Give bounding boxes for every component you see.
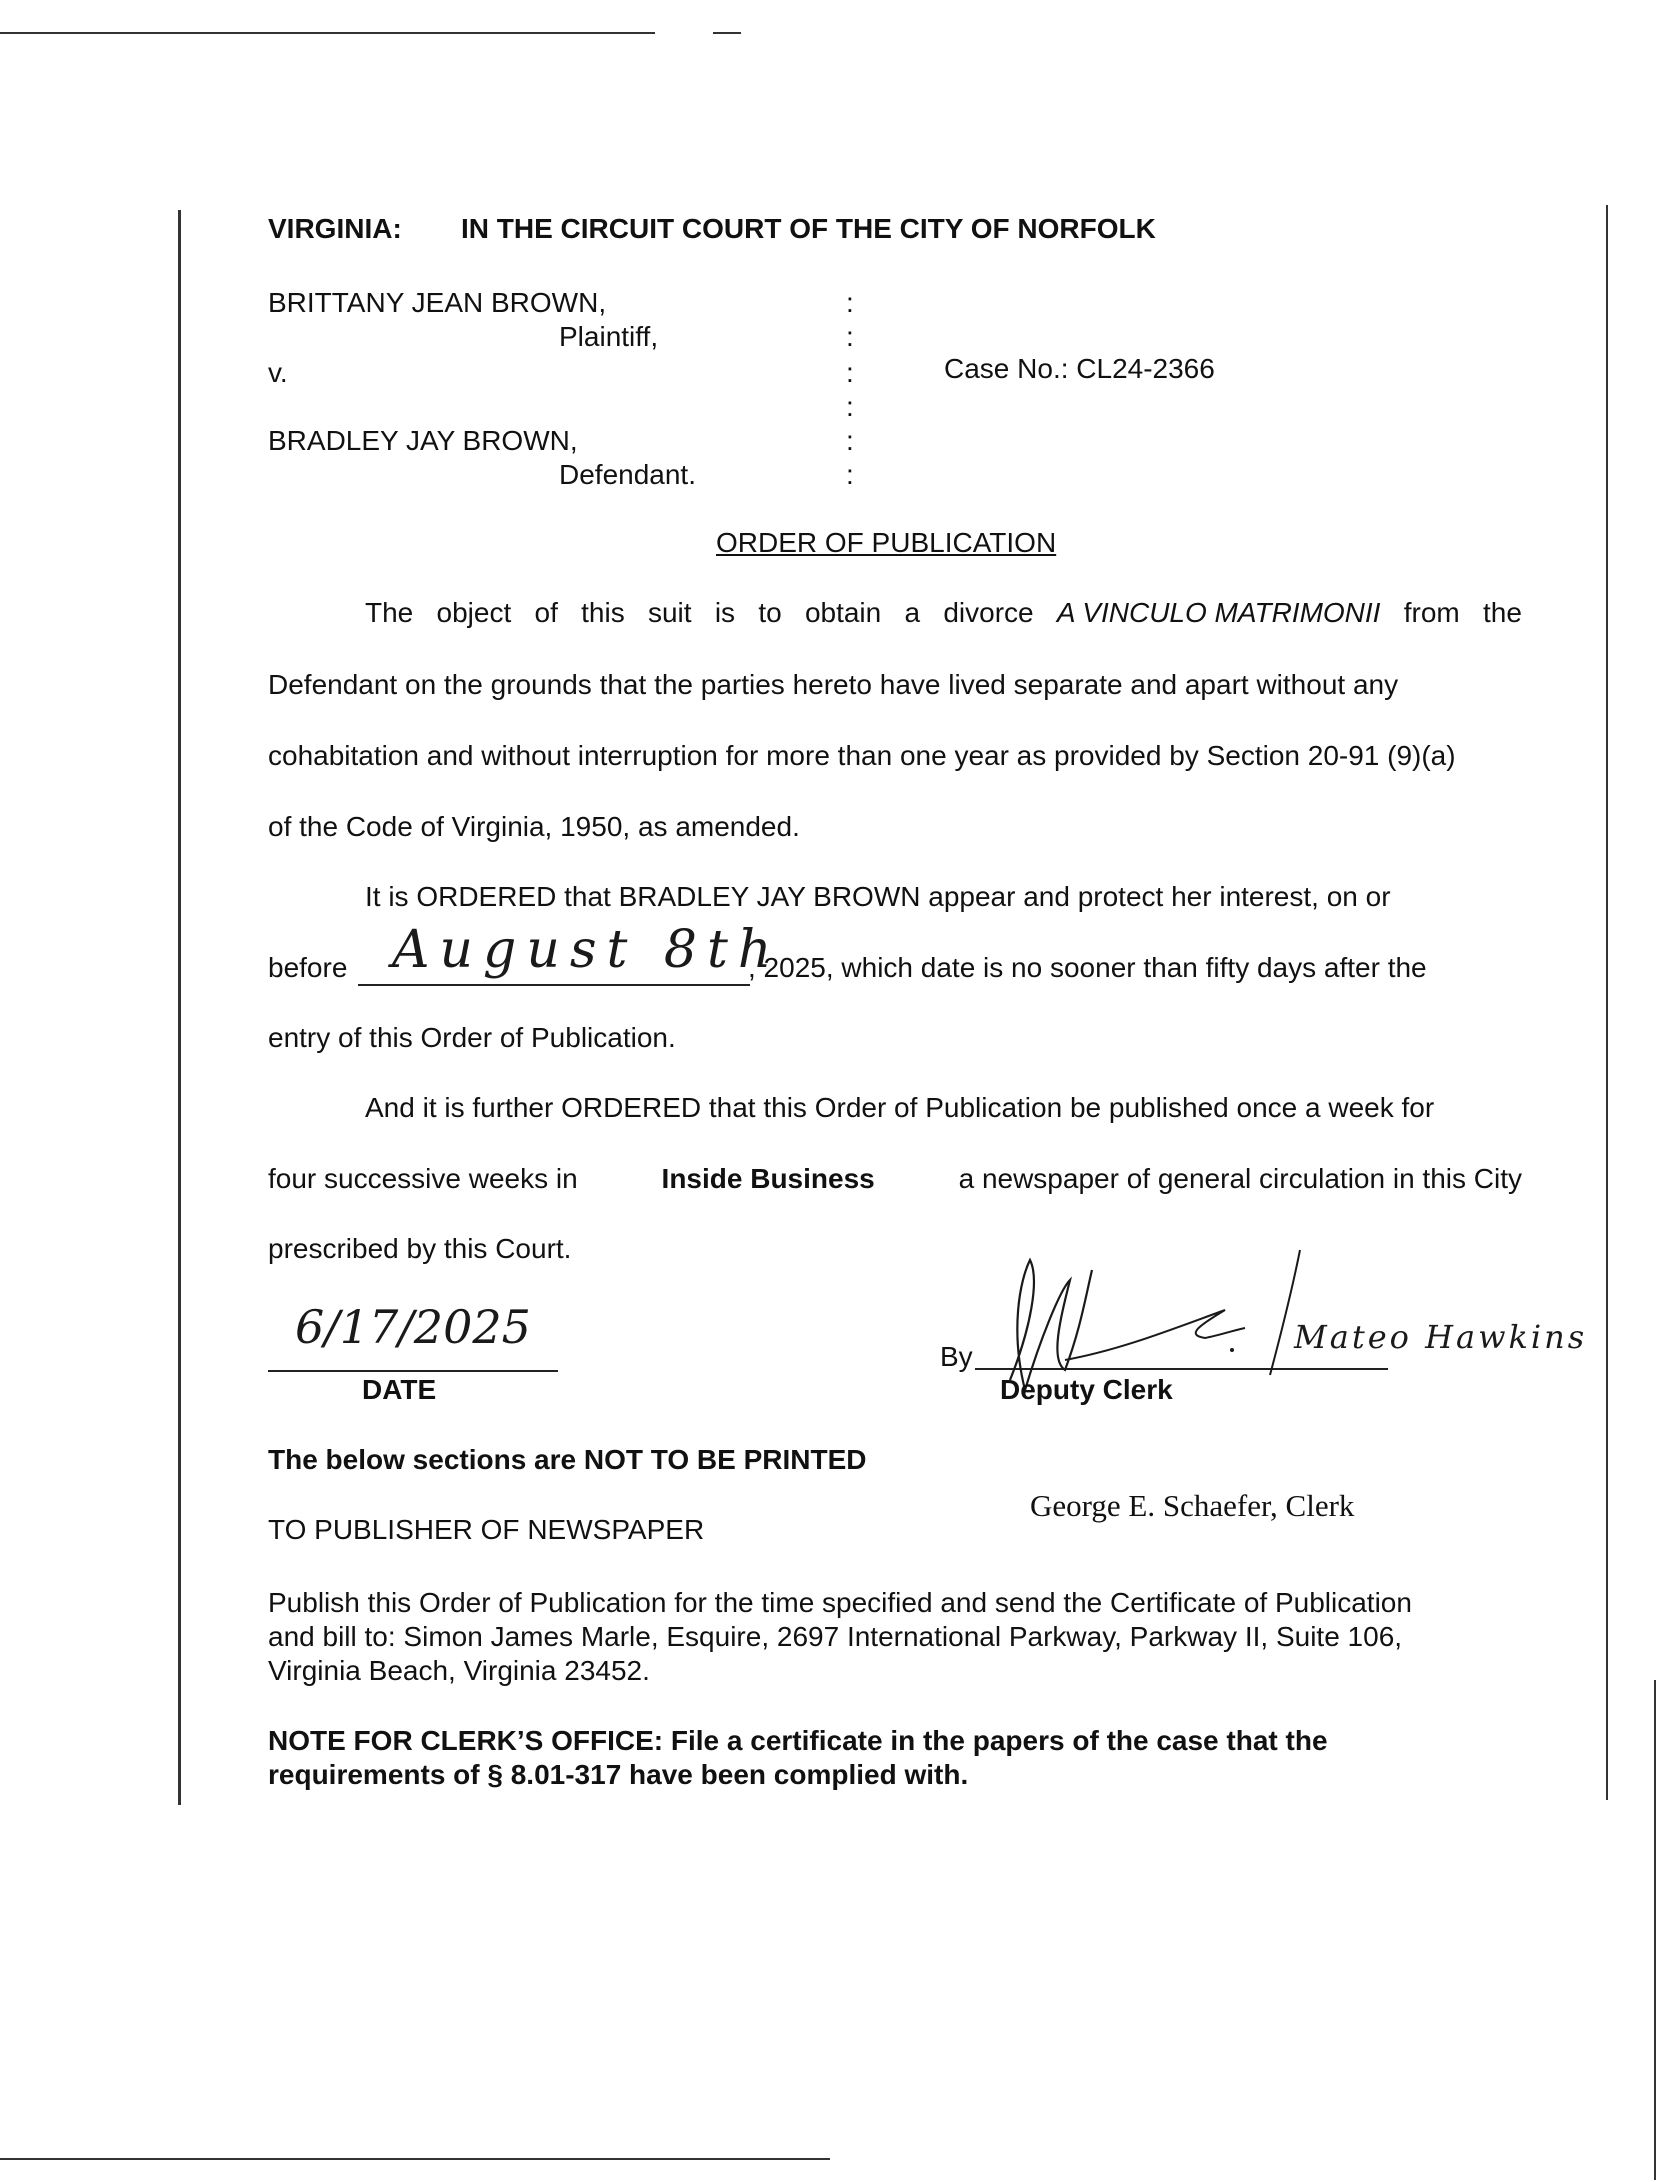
paragraph-2-line-1: It is ORDERED that BRADLEY JAY BROWN appear and protect her interest, on or: [365, 881, 1391, 912]
word: this: [581, 597, 625, 628]
word: obtain: [804, 597, 882, 628]
scan-bottom-line: [0, 2158, 830, 2160]
caption-separator: :: [846, 459, 854, 490]
caption-separator: :: [846, 425, 854, 456]
caption-separator: :: [846, 391, 854, 422]
word: suit: [647, 597, 692, 628]
to-publisher-heading: TO PUBLISHER OF NEWSPAPER: [268, 1514, 705, 1545]
text-segment: a newspaper of general circulation in this City: [958, 1163, 1522, 1194]
defendant-role: Defendant.: [559, 459, 696, 490]
paragraph-1-line-2: Defendant on the grounds that the parties hereto have lived separate and apart without any: [268, 669, 1399, 700]
date-signature-line: [268, 1370, 558, 1372]
paragraph-1-line-4: of the Code of Virginia, 1950, as amended.: [268, 811, 800, 842]
scan-top-line: [0, 32, 655, 34]
clerk-office-note-line-1: NOTE FOR CLERK’S OFFICE: File a certificate in the papers of the case that the: [268, 1725, 1328, 1756]
deputy-clerk-label: Deputy Clerk: [1000, 1374, 1173, 1405]
word: is: [714, 597, 736, 628]
before-label: before: [268, 952, 348, 983]
word: The: [365, 597, 414, 628]
paragraph-1-line-1: [365, 596, 1522, 630]
word: the: [1482, 597, 1522, 628]
date-fill-underline: [358, 984, 750, 986]
plaintiff-name: BRITTANY JEAN BROWN,: [268, 287, 607, 318]
word: from: [1403, 597, 1460, 628]
latin-phrase: A VINCULO MATRIMONII: [1056, 597, 1381, 628]
case-number: Case No.: CL24-2366: [944, 353, 1215, 384]
text-segment: four successive weeks in: [268, 1163, 578, 1194]
scan-right-margin-line: [1606, 205, 1608, 1800]
paragraph-3-line-2: [268, 1162, 1522, 1196]
paragraph-2-line-3: entry of this Order of Publication.: [268, 1022, 676, 1053]
word: of: [534, 597, 558, 628]
word: object: [436, 597, 512, 628]
caption-separator: :: [846, 357, 854, 388]
versus: v.: [268, 357, 288, 388]
paragraph-2-line-2-rest: , 2025, which date is no sooner than fifty days after the: [748, 952, 1427, 983]
word: to: [758, 597, 782, 628]
scan-left-margin-line: [178, 210, 181, 1805]
publish-instructions-line-3: Virginia Beach, Virginia 23452.: [268, 1655, 650, 1686]
paragraph-3-line-3: prescribed by this Court.: [268, 1233, 572, 1264]
not-to-be-printed-notice: The below sections are NOT TO BE PRINTED: [268, 1444, 867, 1475]
paragraph-1-line-3: cohabitation and without interruption for more than one year as provided by Section 20-91 (9)(a): [268, 740, 1456, 771]
handwritten-signer-name: Mateo Hawkins: [1294, 1318, 1588, 1356]
by-label: By: [940, 1341, 973, 1372]
clerk-name-stamp: George E. Schaefer, Clerk: [1030, 1488, 1355, 1523]
caption-separator: :: [846, 321, 854, 352]
newspaper-name: Inside Business: [661, 1163, 875, 1194]
court-name: IN THE CIRCUIT COURT OF THE CITY OF NORFOLK: [461, 213, 1156, 244]
scan-top-dash: [713, 32, 741, 34]
clerk-office-note-line-2: requirements of § 8.01-317 have been complied with.: [268, 1759, 969, 1790]
defendant-name: BRADLEY JAY BROWN,: [268, 425, 578, 456]
scan-right-edge-line: [1654, 1680, 1656, 2180]
state-label: VIRGINIA:: [268, 213, 402, 244]
word: a: [904, 597, 921, 628]
caption-separator: :: [846, 287, 854, 318]
handwritten-order-date: 6/17/2025: [295, 1300, 531, 1354]
plaintiff-role: Plaintiff,: [559, 321, 659, 352]
paragraph-3-line-1: And it is further ORDERED that this Order of Publication be published once a week for: [365, 1092, 1435, 1123]
publish-instructions-line-2: and bill to: Simon James Marle, Esquire, 2697 International Parkway, Parkway II, Suite 106,: [268, 1621, 1403, 1652]
document-title: ORDER OF PUBLICATION: [716, 527, 1057, 558]
handwritten-appearance-date: August 8th: [392, 920, 782, 980]
date-label: DATE: [362, 1374, 437, 1405]
publish-instructions-line-1: Publish this Order of Publication for the time specified and send the Certificate of Publication: [268, 1587, 1412, 1618]
word: divorce: [943, 597, 1034, 628]
